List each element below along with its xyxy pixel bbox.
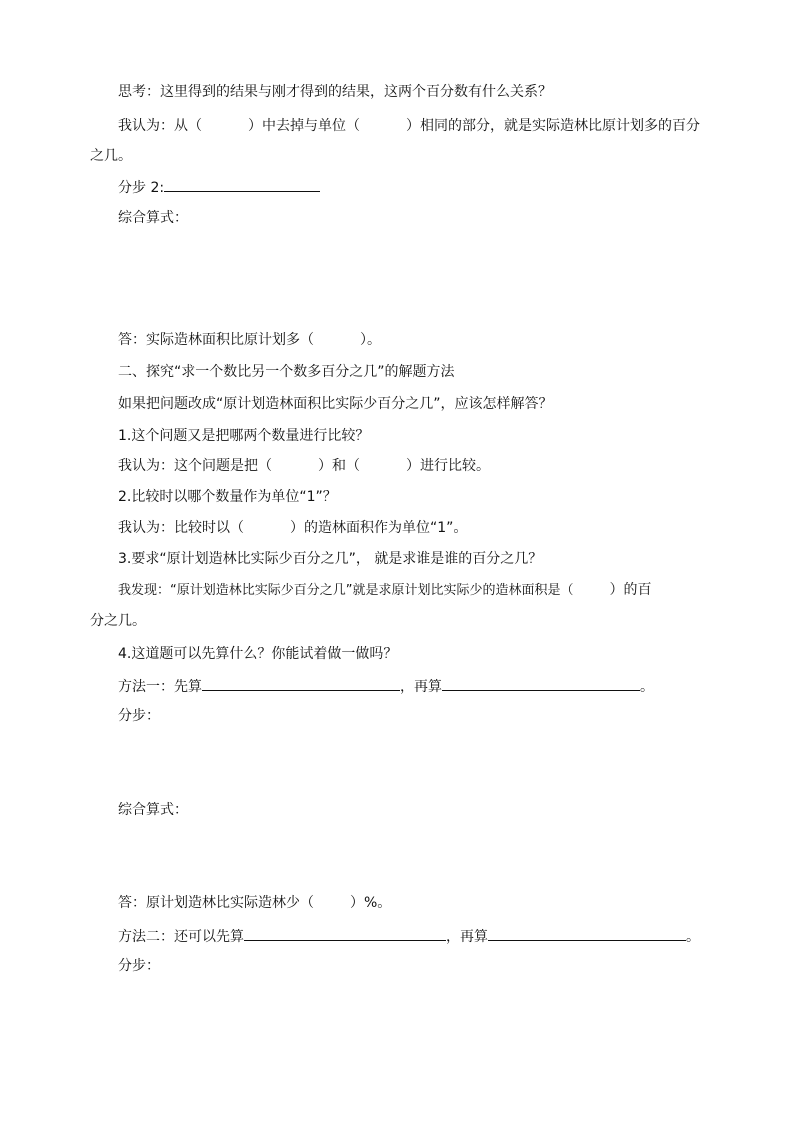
think-question: [118, 82, 552, 102]
i-think-part-c: ）相同的部分，就是实际造林比原计划多的百分: [406, 118, 700, 134]
steps-1-label: 分步：: [118, 708, 160, 724]
step2-line: [118, 176, 320, 198]
method-1-part-c: 。: [640, 679, 654, 695]
method-1-part-b: ，再算: [400, 679, 442, 695]
method-2-part-b: ，再算: [446, 929, 488, 945]
answer-1-line: [118, 330, 381, 350]
finding-part-b: ）的百: [609, 582, 652, 598]
question-4: [118, 644, 397, 664]
method-1-part-a: 方法一：先算: [118, 679, 202, 695]
steps-1: [118, 706, 160, 726]
think-text: 思考：这里得到的结果与刚才得到的结果，这两个百分数有什么关系？: [118, 84, 552, 100]
section2-heading-text: 二、探究“求一个数比另一个数多百分之几”的解题方法: [118, 364, 455, 380]
question-1: [118, 426, 369, 446]
answer-q1-part-c: ）进行比较。: [406, 458, 490, 474]
section2-intro-text: 如果把问题改成“原计划造林面积比实际少百分之几”，应该怎样解答？: [118, 396, 553, 412]
answer-2-part-b: ）%。: [350, 895, 392, 911]
question-3: [118, 549, 542, 569]
steps-2-label: 分步：: [118, 958, 160, 974]
method-1-line: [118, 675, 654, 697]
question-2: [118, 487, 337, 507]
i-think-cont-text: 之几。: [90, 148, 132, 164]
answer-q2-line: [118, 518, 467, 538]
question-3-text: 3.要求“原计划造林比实际少百分之几”， 就是求谁是谁的百分之几？: [118, 551, 543, 567]
question-2-text: 2.比较时以哪个数量作为单位“1”？: [118, 489, 337, 505]
combined-label-1: 综合算式：: [118, 210, 188, 226]
finding-cont-text: 分之几。: [90, 613, 146, 629]
method-2-blank-1[interactable]: [244, 925, 446, 941]
question-1-text: 1.这个问题又是把哪两个数量进行比较？: [118, 428, 370, 444]
step2-label: 分步 2:: [118, 180, 165, 196]
steps-2: [118, 956, 160, 976]
answer-1-part-a: 答：实际造林面积比原计划多（: [118, 332, 314, 348]
method-1-blank-2[interactable]: [442, 675, 640, 691]
i-think-part-b: ）中去掉与单位（: [248, 118, 360, 134]
answer-q1-line: [118, 456, 490, 476]
finding-line: [118, 580, 651, 601]
finding-part-a: 我发现：“原计划造林比实际少百分之几”就是求原计划比实际少的造林面积是（: [118, 583, 574, 598]
finding-continuation: [90, 611, 146, 631]
combined-label-2: 综合算式：: [118, 802, 188, 818]
answer-q2-part-b: ）的造林面积作为单位“1”。: [290, 520, 468, 536]
answer-q1-part-a: 我认为：这个问题是把（: [118, 458, 272, 474]
method-2-part-a: 方法二：还可以先算: [118, 929, 244, 945]
question-4-text: 4.这道题可以先算什么？你能试着做一做吗？: [118, 646, 398, 662]
i-think-continuation: [90, 146, 132, 166]
combined-formula-2: [118, 800, 188, 820]
i-think-part-a: 我认为：从（: [118, 118, 202, 134]
answer-q1-part-b: ）和（: [318, 458, 360, 474]
method-2-blank-2[interactable]: [488, 925, 686, 941]
answer-2-line: [118, 893, 391, 913]
answer-q2-part-a: 我认为：比较时以（: [118, 520, 244, 536]
combined-formula-1: [118, 208, 188, 228]
section2-intro: [118, 394, 553, 414]
answer-2-part-a: 答：原计划造林比实际造林少（: [118, 895, 314, 911]
method-2-part-c: 。: [686, 929, 700, 945]
answer-1-part-b: ）。: [360, 332, 381, 348]
step2-blank[interactable]: [164, 176, 320, 192]
i-think-line: [118, 116, 700, 136]
method-2-line: [118, 925, 700, 947]
method-1-blank-1[interactable]: [202, 675, 400, 691]
section2-heading: [118, 362, 455, 382]
